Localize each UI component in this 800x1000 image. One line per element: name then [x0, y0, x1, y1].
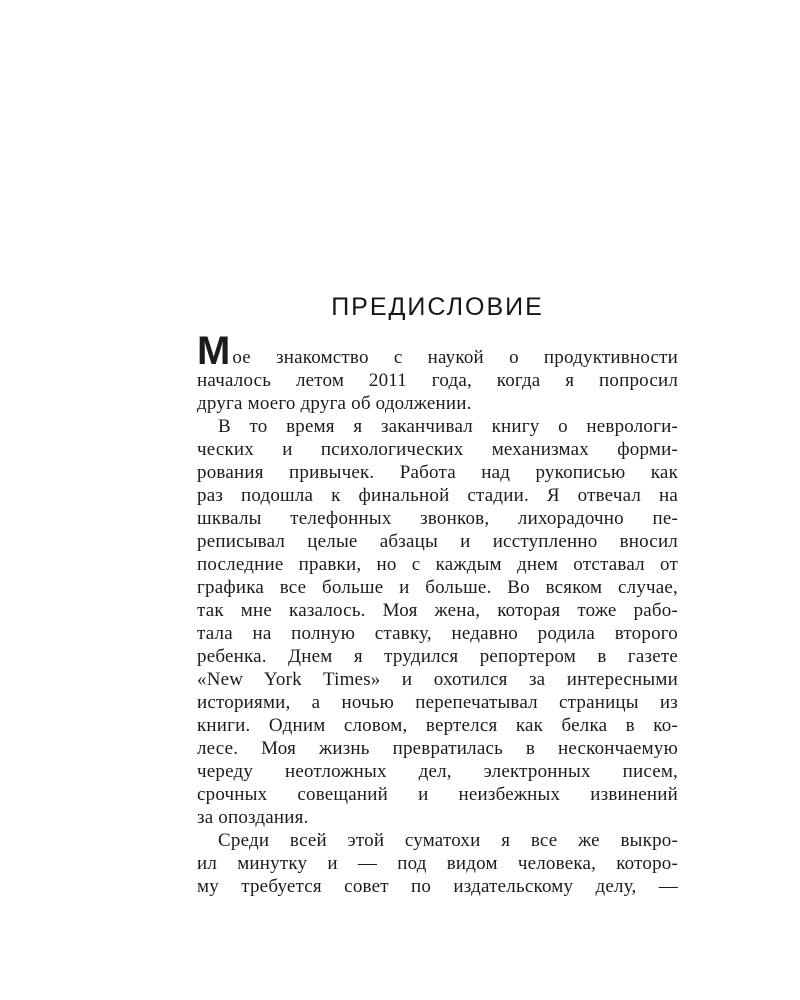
body-text — [197, 329, 678, 898]
text-line: тала на полную ставку, недавно родила второго — [197, 623, 678, 644]
chapter-title: ПРЕДИСЛОВИЕ — [331, 293, 544, 321]
page-content — [197, 294, 678, 898]
text-line: последние правки, но с каждым днем отставал от — [197, 554, 678, 575]
text-line: срочных совещаний и неизбежных извинений — [197, 784, 678, 805]
text-line: началось летом 2011 года, когда я попросил — [197, 370, 678, 391]
text-line: за опоздания. — [197, 807, 309, 828]
text-line: книги. Одним словом, вертелся как белка в ко- — [197, 715, 678, 736]
text-line: череду неотложных дел, электронных писем, — [197, 761, 678, 782]
text-line: лесе. Моя жизнь превратилась в нескончаемую — [197, 738, 678, 759]
text-line: му требуется совет по издательскому делу, — — [197, 876, 678, 897]
paragraph — [197, 329, 678, 415]
text-line: ребенка. Днем я трудился репортером в газете — [197, 646, 678, 667]
text-line: раз подошла к финальной стадии. Я отвечал на — [197, 485, 678, 506]
text-line: друга моего друга об одолжении. — [197, 393, 472, 414]
text-line: рования привычек. Работа над рукописью как — [197, 462, 678, 483]
text-line: «New York Times» и охотился за интересными — [197, 669, 678, 690]
text-line: реписывал целые абзацы и исступленно вносил — [197, 531, 678, 552]
paragraph — [197, 415, 678, 829]
text-line: шквалы телефонных звонков, лихорадочно пе- — [197, 508, 678, 529]
text-line: Среди всей этой суматохи я все же выкро- — [218, 830, 678, 851]
text-line: В то время я заканчивал книгу о неврологи- — [218, 416, 678, 437]
text-line: так мне казалось. Моя жена, которая тоже рабо- — [197, 600, 678, 621]
text-line: ческих и психологических механизмах форми- — [197, 439, 678, 460]
text-line: Мое знакомство с наукой о продуктивности — [197, 329, 678, 373]
initial-cap: М — [197, 329, 231, 373]
paragraph — [197, 829, 678, 898]
text-line: историями, а ночью перепечатывал страницы из — [197, 692, 678, 713]
text-line: графика все больше и больше. Во всяком случае, — [197, 577, 678, 598]
text-line: ил минутку и — под видом человека, которо- — [197, 853, 678, 874]
